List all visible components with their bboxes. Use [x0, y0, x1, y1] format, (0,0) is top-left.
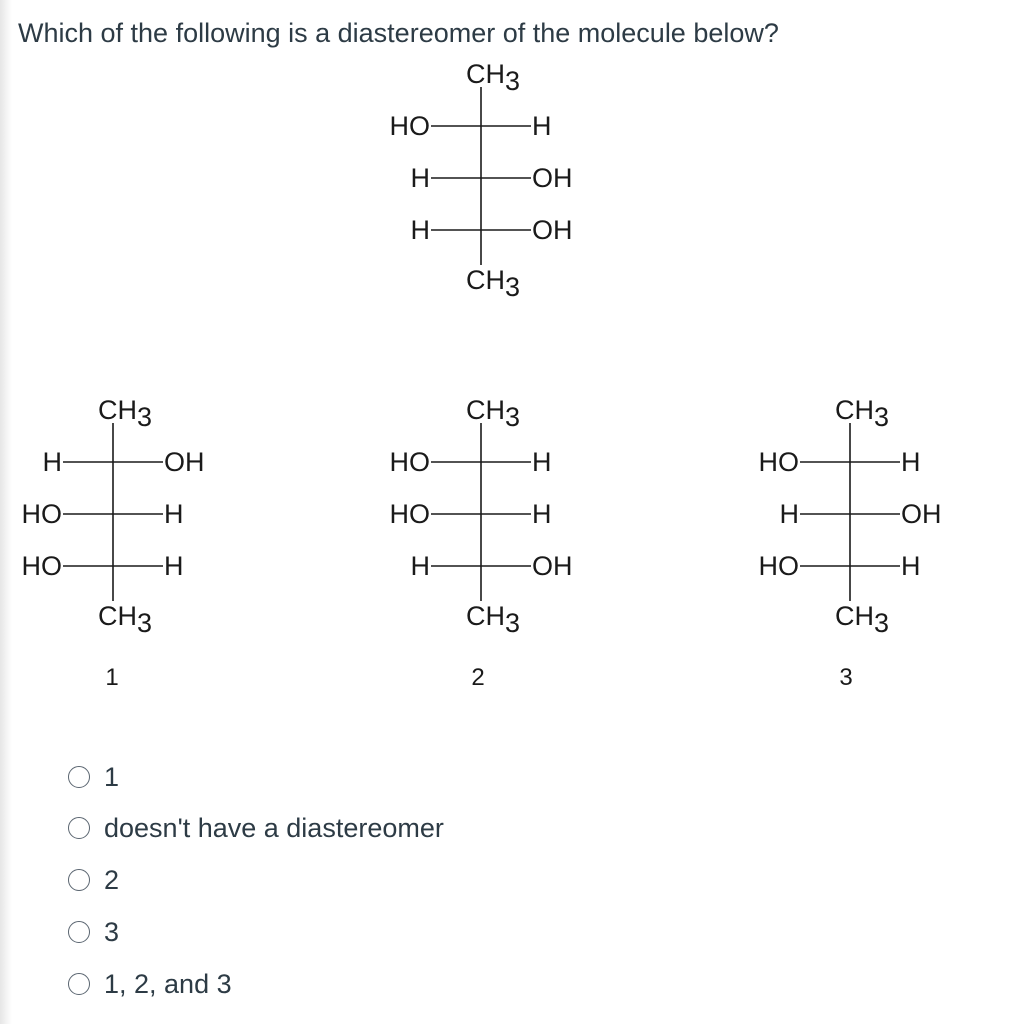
- option-label: 2: [104, 864, 120, 895]
- structure-3-fischer-projection: [749, 391, 949, 641]
- option-1[interactable]: [68, 757, 119, 797]
- radio-button[interactable]: [68, 921, 90, 943]
- bottom-methyl: CH3: [466, 601, 521, 638]
- row3-left-group: HO: [21, 551, 62, 581]
- row1-left-group: H: [42, 447, 62, 477]
- row2-left-group: H: [410, 163, 430, 193]
- row2-left-group: H: [779, 499, 799, 529]
- row3-right-group: H: [164, 551, 184, 581]
- option-1-2-and-3[interactable]: [68, 964, 232, 1004]
- option-label: 3: [104, 916, 120, 947]
- question-text: Which of the following is a diastereomer of the molecule below?: [18, 18, 779, 48]
- row3-left-group: HO: [758, 551, 799, 581]
- structure-3-number: 3: [839, 664, 853, 691]
- row3-right-group: OH: [532, 215, 573, 245]
- radio-button[interactable]: [68, 817, 90, 839]
- row1-right-group: H: [901, 447, 921, 477]
- option-no-diastereomer[interactable]: [68, 808, 444, 848]
- bottom-methyl: CH3: [98, 601, 153, 638]
- structure-1-fischer-projection: [12, 391, 212, 641]
- structure-2-number: 2: [471, 664, 485, 691]
- option-label: doesn't have a diastereomer: [104, 812, 444, 843]
- row1-right-group: H: [532, 111, 552, 141]
- option-label: 1: [104, 761, 120, 792]
- row3-right-group: OH: [532, 551, 573, 581]
- bottom-methyl: CH3: [466, 265, 521, 302]
- row1-right-group: H: [532, 447, 552, 477]
- row2-left-group: HO: [21, 499, 62, 529]
- row2-left-group: HO: [389, 499, 430, 529]
- row3-left-group: H: [410, 215, 430, 245]
- radio-button[interactable]: [68, 973, 90, 995]
- top-methyl: CH3: [466, 59, 521, 96]
- structure-1-number: 1: [105, 664, 119, 691]
- option-label: 1, 2, and 3: [104, 968, 232, 999]
- row1-left-group: HO: [389, 447, 430, 477]
- row3-left-group: H: [410, 551, 430, 581]
- top-methyl: CH3: [466, 395, 521, 432]
- page-edge-shadow: [0, 0, 12, 1024]
- radio-button[interactable]: [68, 869, 90, 891]
- row2-right-group: H: [164, 499, 184, 529]
- row1-right-group: OH: [164, 447, 205, 477]
- target-fischer-projection: [380, 55, 580, 305]
- top-methyl: CH3: [835, 395, 890, 432]
- top-methyl: CH3: [98, 395, 153, 432]
- structure-2-fischer-projection: [380, 391, 580, 641]
- row2-right-group: OH: [901, 499, 942, 529]
- row1-left-group: HO: [389, 111, 430, 141]
- row2-right-group: H: [532, 499, 552, 529]
- option-2[interactable]: [68, 860, 119, 900]
- row3-right-group: H: [901, 551, 921, 581]
- radio-button[interactable]: [68, 766, 90, 788]
- option-3[interactable]: [68, 912, 119, 952]
- bottom-methyl: CH3: [835, 601, 890, 638]
- row1-left-group: HO: [758, 447, 799, 477]
- row2-right-group: OH: [532, 163, 573, 193]
